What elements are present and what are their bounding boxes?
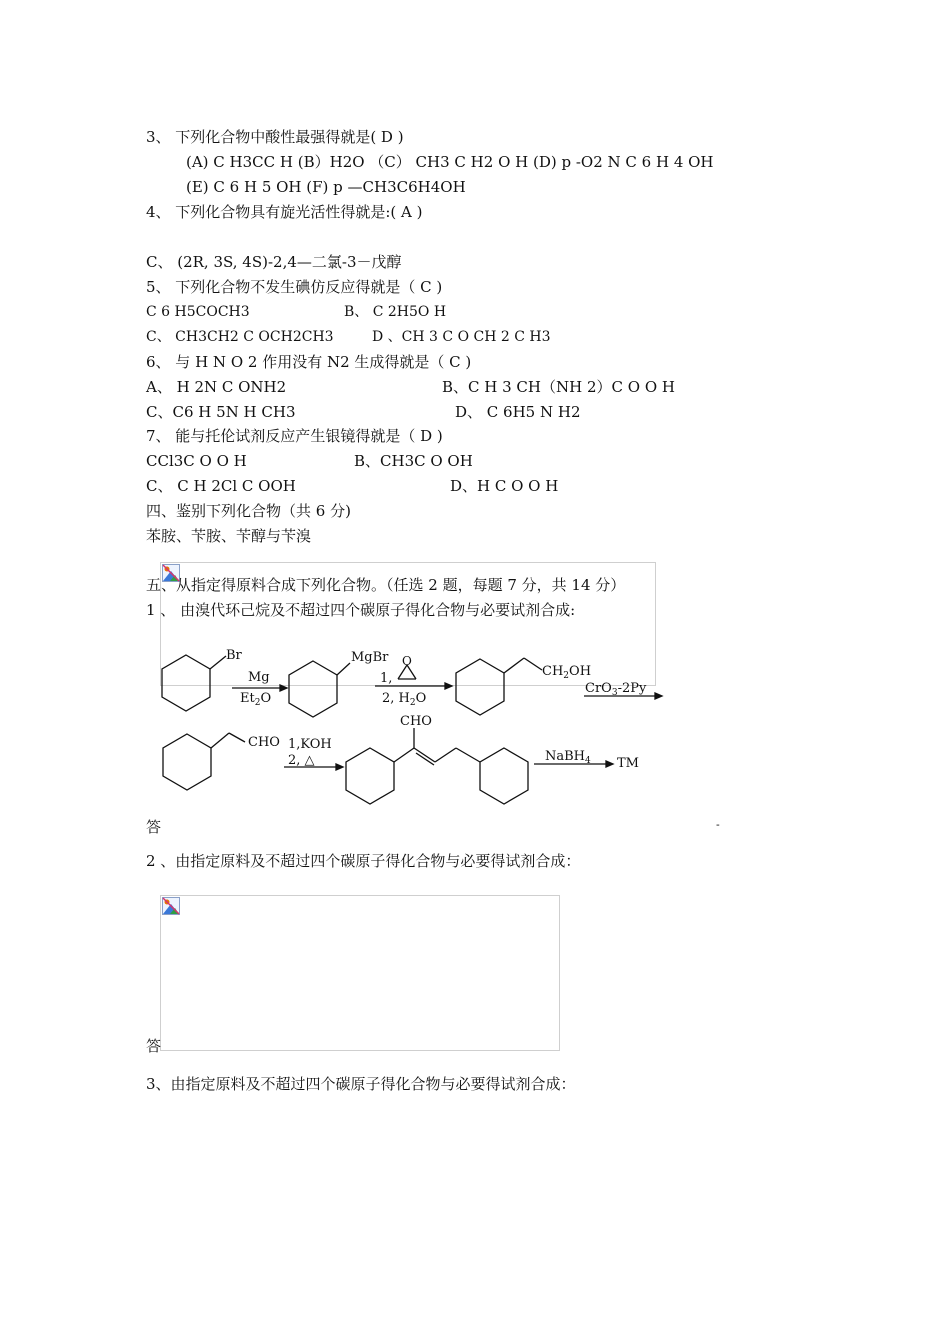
q4-option-c: C、 (2R, 3S, 4S)-2,4—二氯-3－戊醇 (146, 253, 402, 271)
label-epoxide-o: O (402, 654, 412, 668)
q6-option-c: C、C6 H 5N H CH3 (146, 403, 296, 421)
broken-image-icon (162, 897, 180, 915)
q6-option-d: D、 C 6H5 N H2 (455, 403, 581, 421)
svg-text:CrO3-2Py: CrO$_3$-2Py (585, 681, 647, 698)
q3-stem: 3、 下列化合物中酸性最强得就是( D ) (146, 128, 404, 146)
q5-option-c: C、 CH3CH2 C OCH2CH3 (146, 329, 334, 345)
q6-stem: 6、 与 H N O 2 作用没有 N2 生成得就是（ C ) (146, 353, 472, 371)
label-mgbr: MgBr (351, 650, 389, 665)
cyclohexane-ring (456, 659, 504, 715)
q6-option-a: A、 H 2N C ONH2 (146, 378, 287, 396)
section-5-title: 五、从指定得原料合成下列化合物。（任选 2 题，每题 7 分，共 14 分） (146, 576, 626, 594)
label-koh: 1,KOH (288, 737, 332, 752)
section-5-problem-3: 3、由指定原料及不超过四个碳原子得化合物与必要得试剂合成： (146, 1075, 576, 1093)
broken-image-placeholder (160, 895, 560, 1051)
cyclohexane-ring (162, 655, 210, 711)
section-5-problem-2: 2 、由指定原料及不超过四个碳原子得化合物与必要得试剂合成： (146, 852, 581, 870)
label-step-1: 1, (380, 671, 393, 686)
svg-text:Et2O: $Et_2O$ (240, 691, 272, 708)
q7-option-b: B、CH3C O OH (354, 452, 473, 470)
q5-option-b: B、 C 2H5O H (344, 304, 447, 320)
q7-option-d: D、H C O O H (450, 477, 559, 495)
label-cho-2: CHO (400, 714, 432, 729)
stray-dash: - (716, 818, 720, 831)
label-cho: CHO (248, 735, 280, 750)
section-4-title: 四、鉴别下列化合物（共 6 分) (146, 502, 351, 520)
reaction-scheme (150, 636, 670, 806)
label-tm: TM (617, 756, 639, 771)
cyclohexane-ring (480, 748, 528, 804)
q5-option-d: D 、CH 3 C O CH 2 C H3 (372, 329, 551, 345)
section-4-body: 苯胺、苄胺、苄醇与苄溴 (146, 527, 312, 545)
answer-2-label: 答 (146, 1037, 162, 1055)
answer-1-label: 答 (146, 818, 162, 836)
svg-text:2, H2O: 2, $H_2O$ (382, 691, 427, 708)
q7-option-a: CCl3C O O H (146, 452, 247, 470)
q7-stem: 7、 能与托伦试剂反应产生银镜得就是（ D ) (146, 427, 443, 445)
cyclohexane-ring (289, 661, 337, 717)
q7-option-c: C、 C H 2Cl C OOH (146, 477, 296, 495)
q5-option-a: C 6 H5COCH3 (146, 304, 250, 320)
svg-text:CH2OH: $CH_2OH$ (542, 664, 592, 681)
q4-stem: 4、 下列化合物具有旋光活性得就是:( A ) (146, 203, 423, 221)
label-br: Br (226, 648, 242, 663)
section-5-problem-1: 1 、 由溴代环己烷及不超过四个碳原子得化合物与必要试剂合成: (146, 601, 576, 619)
q6-option-b: B、C H 3 CH（NH 2）C O O H (442, 378, 675, 396)
label-mg: Mg (248, 670, 270, 685)
q3-options-1: (A) C H3CC H (B）H2O （C） CH3 C H2 O H (D) p -O2 N C 6 H 4 OH (186, 153, 714, 171)
q5-stem: 5、 下列化合物不发生碘仿反应得就是（ C ) (146, 278, 443, 296)
cyclohexane-ring (163, 734, 211, 790)
cyclohexane-ring (346, 748, 394, 804)
svg-text:NaBH4: NaBH$_4$ (545, 749, 591, 766)
label-heat: 2, △ (288, 753, 315, 768)
q3-options-2: (E) C 6 H 5 OH (F) p —CH3C6H4OH (186, 178, 466, 196)
